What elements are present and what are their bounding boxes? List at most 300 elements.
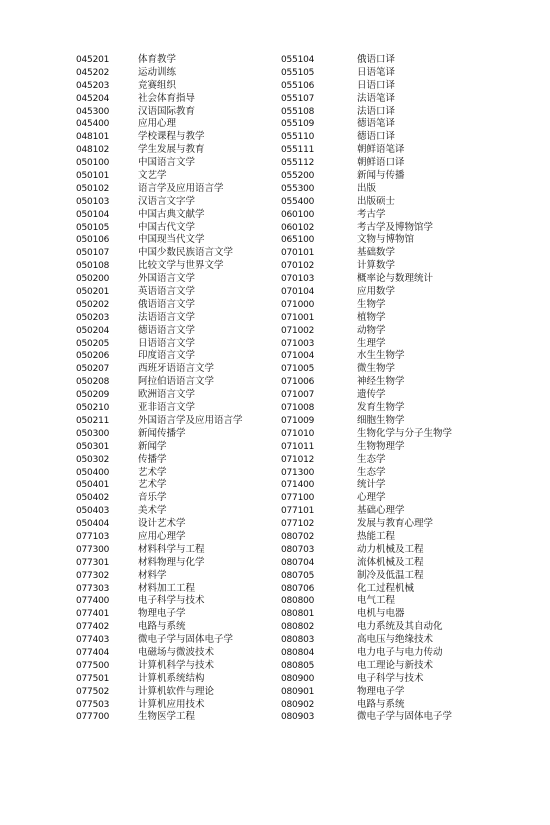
major-name: 竞赛组织 (138, 79, 177, 91)
major-name: 应用心理 (138, 118, 177, 130)
major-name: 汉语言文字学 (138, 195, 196, 207)
major-name: 中国古代文学 (138, 221, 196, 233)
major-code: 045400 (76, 119, 110, 130)
table-row (281, 515, 452, 528)
major-code: 050108 (76, 261, 110, 272)
major-code: 071008 (281, 403, 315, 414)
major-name: 新闻学 (138, 440, 167, 452)
major-code: 070103 (281, 274, 315, 285)
table-row (76, 154, 243, 167)
major-code: 055110 (281, 132, 315, 143)
major-code: 077403 (76, 635, 110, 646)
table-row (281, 580, 452, 593)
major-code: 045204 (76, 93, 110, 104)
major-code: 080703 (281, 544, 315, 555)
major-name: 艺术学 (138, 479, 167, 491)
major-name: 朝鲜语笔译 (357, 144, 405, 156)
major-name: 学生发展与教育 (138, 144, 205, 156)
major-name: 社会体育指导 (138, 92, 196, 104)
table-row (281, 618, 452, 631)
major-name: 发育生物学 (357, 402, 405, 414)
table-row (281, 657, 452, 670)
table-row (76, 567, 243, 580)
major-code: 050204 (76, 325, 110, 336)
major-name: 欧洲语言文学 (138, 389, 196, 401)
major-name: 文物与博物馆 (357, 234, 415, 246)
major-name: 微生物学 (357, 363, 396, 375)
major-name: 动力机械及工程 (357, 543, 424, 555)
major-name: 文艺学 (138, 170, 167, 182)
major-name: 新闻传播学 (138, 427, 186, 439)
major-code: 077503 (76, 699, 110, 710)
major-code: 055200 (281, 171, 315, 182)
major-code: 055106 (281, 80, 315, 91)
major-code: 050403 (76, 506, 110, 517)
table-row (76, 309, 243, 322)
table-row (76, 618, 243, 631)
table-row (76, 257, 243, 270)
major-code: 071007 (281, 390, 315, 401)
table-row (281, 322, 452, 335)
major-name: 阿拉伯语语言文学 (138, 376, 215, 388)
major-name: 电机与电器 (357, 608, 405, 620)
table-row (76, 128, 243, 141)
major-code: 050103 (76, 196, 110, 207)
major-name: 日语语言文学 (138, 337, 196, 349)
major-code: 077103 (76, 531, 110, 542)
major-name: 微电子学与固体电子学 (357, 711, 453, 723)
major-code: 050401 (76, 480, 110, 491)
table-row (281, 296, 452, 309)
major-name: 生物学 (357, 298, 386, 310)
table-row (76, 670, 243, 683)
major-code: 048102 (76, 145, 110, 156)
table-row (76, 103, 243, 116)
major-name: 心理学 (357, 492, 386, 504)
major-code: 045201 (76, 55, 110, 65)
major-name: 电路与系统 (138, 621, 186, 633)
table-row (281, 180, 452, 193)
major-name: 新闻与传播 (357, 170, 405, 182)
major-code: 060100 (281, 209, 315, 220)
table-row (281, 554, 452, 567)
major-code: 080900 (281, 673, 315, 684)
table-row (281, 167, 452, 180)
right-column (281, 51, 452, 721)
major-code: 071300 (281, 467, 315, 478)
table-row (76, 231, 243, 244)
major-code: 050402 (76, 493, 110, 504)
major-code: 071009 (281, 415, 315, 426)
table-row (76, 283, 243, 296)
table-row (281, 103, 452, 116)
major-code: 050211 (76, 415, 110, 426)
table-row (76, 77, 243, 90)
major-code: 045203 (76, 80, 110, 91)
table-row (76, 605, 243, 618)
table-row (76, 592, 243, 605)
major-code: 080901 (281, 686, 315, 697)
table-row (76, 580, 243, 593)
major-code: 045202 (76, 67, 110, 78)
table-row (281, 206, 452, 219)
major-name: 学校课程与教学 (138, 131, 205, 143)
major-name: 德语笔译 (357, 118, 396, 130)
major-name: 中国少数民族语言文学 (138, 247, 234, 259)
major-name: 概率论与数理统计 (357, 273, 434, 285)
table-row (76, 141, 243, 154)
major-code: 050200 (76, 274, 110, 285)
major-code: 080800 (281, 596, 315, 607)
table-row (281, 64, 452, 77)
major-code: 077100 (281, 493, 315, 504)
major-name: 美术学 (138, 505, 167, 517)
major-code: 060102 (281, 222, 315, 233)
table-row (281, 115, 452, 128)
major-name: 传播学 (138, 453, 167, 465)
major-name: 细胞生物学 (357, 414, 405, 426)
major-name: 流体机械及工程 (357, 556, 424, 568)
major-name: 运动训练 (138, 66, 177, 78)
major-code: 055111 (281, 145, 315, 156)
major-code: 050106 (76, 235, 110, 246)
table-row (76, 51, 243, 64)
major-name: 热能工程 (357, 530, 396, 542)
table-row (281, 502, 452, 515)
major-code: 071004 (281, 351, 315, 362)
major-code: 077301 (76, 557, 110, 568)
major-name: 生物物理学 (357, 440, 405, 452)
major-name: 朝鲜语口译 (357, 157, 405, 169)
table-row (76, 489, 243, 502)
table-row (281, 244, 452, 257)
major-name: 法语口译 (357, 105, 396, 117)
major-code: 080803 (281, 635, 315, 646)
table-row (281, 154, 452, 167)
major-code: 050100 (76, 158, 110, 169)
major-name: 计算机系统结构 (138, 672, 205, 684)
major-name: 中国现当代文学 (138, 234, 205, 246)
major-code: 048101 (76, 132, 110, 143)
table-row (281, 128, 452, 141)
table-row (76, 451, 243, 464)
major-code: 070101 (281, 248, 315, 259)
major-name: 西班牙语语言文学 (138, 363, 215, 375)
major-name: 德语语言文学 (138, 324, 196, 336)
table-row (281, 592, 452, 605)
major-code: 050210 (76, 403, 110, 414)
table-row (76, 464, 243, 477)
major-name: 出版 (357, 182, 377, 194)
major-code: 055112 (281, 158, 315, 169)
major-name: 外国语言学及应用语言学 (138, 414, 243, 426)
table-row (76, 502, 243, 515)
major-name: 材料加工工程 (138, 582, 196, 594)
major-name: 基础心理学 (357, 505, 405, 517)
major-name: 制冷及低温工程 (357, 569, 424, 581)
major-code: 050104 (76, 209, 110, 220)
table-row (76, 90, 243, 103)
table-row (76, 347, 243, 360)
major-name: 日语口译 (357, 79, 396, 91)
table-row (281, 605, 452, 618)
major-name: 电磁场与微波技术 (138, 646, 215, 658)
major-name: 物理电子学 (138, 608, 186, 620)
table-row (281, 360, 452, 373)
major-name: 应用数学 (357, 286, 396, 298)
major-name: 计算数学 (357, 260, 396, 272)
major-name: 植物学 (357, 311, 386, 323)
table-row (281, 476, 452, 489)
major-name: 亚非语言文学 (138, 402, 196, 414)
major-code: 050101 (76, 171, 110, 182)
major-name: 汉语国际教育 (138, 105, 196, 117)
table-row (76, 476, 243, 489)
major-code: 077501 (76, 673, 110, 684)
major-code: 077402 (76, 622, 110, 633)
major-name: 计算机软件与理论 (138, 685, 215, 697)
table-row (76, 412, 243, 425)
major-code: 055105 (281, 67, 315, 78)
major-code: 055400 (281, 196, 315, 207)
table-row (281, 541, 452, 554)
table-row (76, 631, 243, 644)
major-code: 077300 (76, 544, 110, 555)
major-name: 电力电子与电力传动 (357, 646, 443, 658)
major-code: 055104 (281, 55, 315, 65)
table-row (281, 51, 452, 64)
major-code: 077400 (76, 596, 110, 607)
major-name: 化工过程机械 (357, 582, 415, 594)
major-code: 050205 (76, 338, 110, 349)
major-code: 077502 (76, 686, 110, 697)
major-name: 发展与教育心理学 (357, 518, 434, 530)
major-name: 语言学及应用语言学 (138, 182, 224, 194)
major-code: 050208 (76, 377, 110, 388)
major-name: 生物化学与分子生物学 (357, 427, 453, 439)
major-code: 055109 (281, 119, 315, 130)
table-row (281, 90, 452, 103)
major-code: 050302 (76, 454, 110, 465)
table-row (281, 257, 452, 270)
major-name: 统计学 (357, 479, 386, 491)
major-code: 050400 (76, 467, 110, 478)
table-row (281, 425, 452, 438)
major-name: 体育教学 (138, 54, 177, 65)
major-name: 微电子学与固体电子学 (138, 634, 234, 646)
major-code: 050202 (76, 299, 110, 310)
table-row (281, 683, 452, 696)
table-row (281, 270, 452, 283)
major-code: 080801 (281, 609, 315, 620)
major-code: 071010 (281, 428, 315, 439)
table-row (76, 386, 243, 399)
major-code: 071006 (281, 377, 315, 388)
table-row (281, 489, 452, 502)
table-row (281, 373, 452, 386)
major-code: 050301 (76, 441, 110, 452)
major-code: 071003 (281, 338, 315, 349)
table-row (76, 373, 243, 386)
major-code: 050206 (76, 351, 110, 362)
major-name: 电气工程 (357, 595, 396, 607)
table-row (281, 644, 452, 657)
major-code: 055107 (281, 93, 315, 104)
major-name: 电路与系统 (357, 698, 405, 710)
major-code: 080902 (281, 699, 315, 710)
table-row (281, 696, 452, 709)
table-row (281, 399, 452, 412)
major-code: 077303 (76, 583, 110, 594)
major-code: 065100 (281, 235, 315, 246)
major-code: 050209 (76, 390, 110, 401)
major-name: 应用心理学 (138, 530, 186, 542)
major-code: 050300 (76, 428, 110, 439)
major-name: 生态学 (357, 453, 386, 465)
major-name: 生物医学工程 (138, 711, 196, 723)
major-code: 080805 (281, 660, 315, 671)
major-name: 法语语言文学 (138, 311, 196, 323)
table-row (76, 554, 243, 567)
major-code: 050207 (76, 364, 110, 375)
major-code: 050107 (76, 248, 110, 259)
major-name: 材料科学与工程 (138, 543, 205, 555)
table-row (281, 347, 452, 360)
major-code: 055300 (281, 183, 315, 194)
major-name: 生理学 (357, 337, 386, 349)
table-row (281, 464, 452, 477)
major-code: 071002 (281, 325, 315, 336)
left-column (76, 51, 243, 721)
table-row (281, 77, 452, 90)
major-code: 080704 (281, 557, 315, 568)
table-row (281, 219, 452, 232)
major-name: 神经生物学 (357, 376, 405, 388)
table-row (281, 412, 452, 425)
major-code: 071000 (281, 299, 315, 310)
table-row (76, 219, 243, 232)
major-code: 050203 (76, 312, 110, 323)
major-name: 俄语语言文学 (138, 298, 196, 310)
table-row (76, 708, 243, 721)
major-name: 出版硕士 (357, 195, 396, 207)
table-row (76, 244, 243, 257)
major-code: 080903 (281, 712, 315, 723)
major-code: 070102 (281, 261, 315, 272)
table-row (76, 206, 243, 219)
major-code: 077101 (281, 506, 315, 517)
major-code: 080804 (281, 647, 315, 658)
major-code: 071001 (281, 312, 315, 323)
table-row (76, 528, 243, 541)
table-row (76, 296, 243, 309)
major-name: 计算机科学与技术 (138, 659, 215, 671)
major-code: 071011 (281, 441, 315, 452)
table-row (76, 167, 243, 180)
table-row (76, 335, 243, 348)
table-row (76, 115, 243, 128)
table-row (76, 64, 243, 77)
table-row (76, 657, 243, 670)
major-name: 音乐学 (138, 492, 167, 504)
major-name: 德语口译 (357, 131, 396, 143)
major-code: 055108 (281, 106, 315, 117)
major-code: 071005 (281, 364, 315, 375)
major-name: 物理电子学 (357, 685, 405, 697)
major-code: 077401 (76, 609, 110, 620)
major-name: 基础数学 (357, 247, 396, 259)
major-name: 比较文学与世界文学 (138, 260, 224, 272)
table-row (76, 180, 243, 193)
table-row (76, 683, 243, 696)
table-row (281, 631, 452, 644)
table-row (76, 438, 243, 451)
major-name: 印度语言文学 (138, 350, 196, 362)
major-code: 077102 (281, 519, 315, 530)
major-code: 080705 (281, 570, 315, 581)
major-name: 中国古典文献学 (138, 208, 205, 220)
table-row (76, 322, 243, 335)
major-name: 英语语言文学 (138, 286, 196, 298)
major-code: 077500 (76, 660, 110, 671)
major-name: 材料物理与化学 (138, 556, 205, 568)
major-code: 050404 (76, 519, 110, 530)
table-row (76, 541, 243, 554)
major-name: 法语笔译 (357, 92, 396, 104)
major-code: 071400 (281, 480, 315, 491)
major-code: 077404 (76, 647, 110, 658)
major-name: 电子科学与技术 (138, 595, 205, 607)
major-name: 材料学 (138, 569, 167, 581)
table-row (281, 708, 452, 721)
major-code: 050105 (76, 222, 110, 233)
major-name: 俄语口译 (357, 54, 396, 65)
table-row (281, 335, 452, 348)
major-name: 电工理论与新技术 (357, 659, 434, 671)
table-row (281, 567, 452, 580)
major-code: 080702 (281, 531, 315, 542)
table-row (281, 193, 452, 206)
major-name: 水生生物学 (357, 350, 405, 362)
major-name: 计算机应用技术 (138, 698, 205, 710)
table-row (76, 515, 243, 528)
table-row (281, 309, 452, 322)
table-row (76, 696, 243, 709)
major-name: 外国语言文学 (138, 273, 196, 285)
major-name: 考古学 (357, 208, 386, 220)
table-row (281, 386, 452, 399)
major-name: 考古学及博物馆学 (357, 221, 434, 233)
major-name: 中国语言文学 (138, 157, 196, 169)
major-code: 080802 (281, 622, 315, 633)
major-name: 艺术学 (138, 466, 167, 478)
major-name: 生态学 (357, 466, 386, 478)
major-name: 高电压与绝缘技术 (357, 634, 434, 646)
major-name: 电力系统及其自动化 (357, 621, 443, 633)
major-code: 050201 (76, 287, 110, 298)
table-row (76, 399, 243, 412)
major-name: 电子科学与技术 (357, 672, 424, 684)
major-code: 045300 (76, 106, 110, 117)
major-name: 日语笔译 (357, 66, 396, 78)
table-row (281, 141, 452, 154)
major-code: 070104 (281, 287, 315, 298)
major-code: 080706 (281, 583, 315, 594)
major-code: 077700 (76, 712, 110, 723)
major-name: 遗传学 (357, 389, 386, 401)
table-row (76, 360, 243, 373)
major-name: 设计艺术学 (138, 518, 186, 530)
